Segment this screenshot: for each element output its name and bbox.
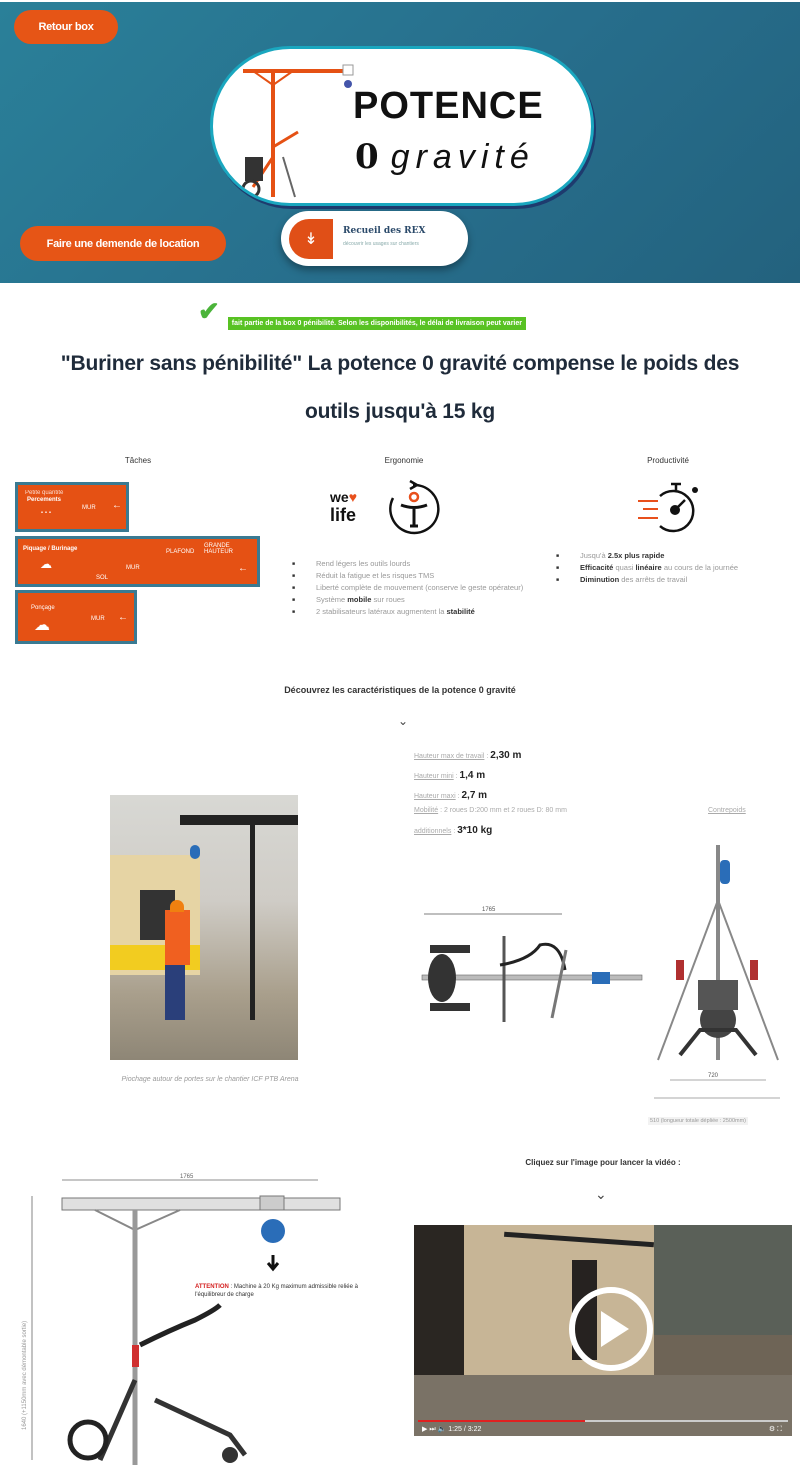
play-icon[interactable] xyxy=(569,1287,653,1371)
task-card-percements: Petite quantité Percements ⋯ MUR ← xyxy=(15,482,129,532)
video-player[interactable] xyxy=(414,1225,792,1436)
list-item: ■ Diminution des arrêts de travail xyxy=(556,574,796,586)
side-view-diagram xyxy=(20,1170,400,1467)
availability-notice xyxy=(198,296,526,327)
spec-counterweight-label: Contrepoids xyxy=(708,807,746,814)
video-progress-bar[interactable] xyxy=(418,1420,788,1422)
arrow-left-icon: ← xyxy=(238,563,248,574)
task-card-piquage: Piquage / Burinage ☁ SOL MUR PLAFOND GRANDE HAUTEUR ← xyxy=(15,536,260,587)
logo-title: POTENCE xyxy=(353,85,544,127)
ergonomics-title: Ergonomie xyxy=(384,456,424,465)
arrow-left-icon: ← xyxy=(118,612,128,623)
productivity-list xyxy=(556,550,796,586)
list-item: ■ Jusqu'à 2.5x plus rapide xyxy=(556,550,796,562)
front-view-diagram xyxy=(650,840,790,1130)
dots-icon: ⋯ xyxy=(40,505,53,519)
features-title: Découvrez les caractéristiques de la potence 0 gravité xyxy=(284,685,516,695)
svg-text:1765: 1765 xyxy=(482,907,496,913)
page-headline: "Buriner sans pénibilité" La potence 0 gravité compense le poids des outils jusqu'à 15 kg xyxy=(60,352,740,423)
volume-icon[interactable]: 🔈 xyxy=(437,1426,447,1433)
availability-text: fait partie de la box 0 pénibilité. Selon les disponibilités, le délai de livraison peut varier xyxy=(228,317,526,330)
check-icon: ✔ xyxy=(198,296,220,326)
video-prompt: Cliquez sur l'image pour lancer la vidéo : xyxy=(525,1158,681,1167)
sanding-icon: ☁ xyxy=(34,617,50,634)
next-icon[interactable]: ⏭ xyxy=(429,1426,436,1433)
video-time: 1:25 / 3:22 xyxy=(448,1426,482,1433)
hero-banner xyxy=(0,0,800,283)
rental-request-button[interactable]: Faire une demende de location xyxy=(20,226,226,261)
back-to-box-button[interactable]: Retour box xyxy=(14,10,118,44)
list-item: ■ Rend légers les outils lourds xyxy=(292,558,532,570)
list-item: ■ Efficacité quasi linéaire au cours de la journée xyxy=(556,562,796,574)
ergonomics-list xyxy=(292,558,532,618)
photo-caption: Piochage autour de portes sur le chantier ICF PTB Arena xyxy=(121,1076,299,1083)
spec-mobility: Mobilité : 2 roues D:200 mm et 2 roues D: 80 mm xyxy=(414,807,567,814)
rex-title: Recueil des REX xyxy=(343,226,426,236)
debris-icon: ☁ xyxy=(40,557,52,571)
task-card-poncage: Ponçage ☁ MUR ← xyxy=(15,590,137,644)
potence-crane-icon xyxy=(233,57,363,206)
fullscreen-icon[interactable]: ⛶ xyxy=(777,1426,782,1433)
svg-text:1640 (+1150mm avec démontable: 1640 (+1150mm avec démontable sortie) xyxy=(22,1320,28,1430)
ergonomic-person-icon xyxy=(383,478,445,540)
spec-max-height: Hauteur maxi : 2,7 m xyxy=(414,790,488,801)
rex-collection-button[interactable] xyxy=(281,211,468,266)
weight-warning: ATTENTION : Machine à 20 Kg maximum admissible reliée à l'équilibreur de charge xyxy=(195,1284,358,1298)
spec-counterweight: additionnels : 3*10 kg xyxy=(414,825,493,836)
chevron-down-icon[interactable]: ⌄ xyxy=(398,714,409,728)
video-controls xyxy=(422,1425,782,1434)
video-progress xyxy=(418,1420,585,1422)
site-photo xyxy=(110,795,298,1060)
productivity-title: Productivité xyxy=(647,456,689,465)
we-love-life-logo: we♥ life xyxy=(330,489,357,525)
svg-text:1765: 1765 xyxy=(180,1174,194,1180)
arrow-left-icon: ← xyxy=(112,500,122,511)
svg-text:720: 720 xyxy=(708,1073,719,1079)
play-small-icon[interactable]: ▶ xyxy=(422,1426,428,1433)
front-dimension-label: 510 (longueur totale dépliée : 2500mm) xyxy=(650,1118,747,1124)
potence-logo xyxy=(210,46,594,206)
top-view-diagram xyxy=(420,900,650,1040)
stopwatch-icon xyxy=(638,478,702,538)
tasks-title: Tâches xyxy=(124,456,152,465)
rex-subtitle: découvrir les usages sur chantiers xyxy=(343,241,419,247)
list-item: ■ Système mobile sur roues xyxy=(292,594,532,606)
chevron-down-icon[interactable]: ⌄ xyxy=(595,1186,607,1202)
double-chevron-down-icon: ↡ xyxy=(289,219,333,259)
spec-max-work-height: Hauteur max de travail : 2,30 m xyxy=(414,750,522,761)
logo-subtitle: 0 gravité xyxy=(355,137,535,177)
list-item: ■ Liberté complète de mouvement (conserve le geste opérateur) xyxy=(292,582,532,594)
settings-icon[interactable]: ⚙ xyxy=(768,1426,776,1433)
spec-min-height: Hauteur mini : 1,4 m xyxy=(414,770,486,781)
list-item: ■ Réduit la fatigue et les risques TMS xyxy=(292,570,532,582)
list-item: ■ 2 stabilisateurs latéraux augmentent la stabilité xyxy=(292,606,532,618)
heart-icon: ♥ xyxy=(348,489,357,505)
